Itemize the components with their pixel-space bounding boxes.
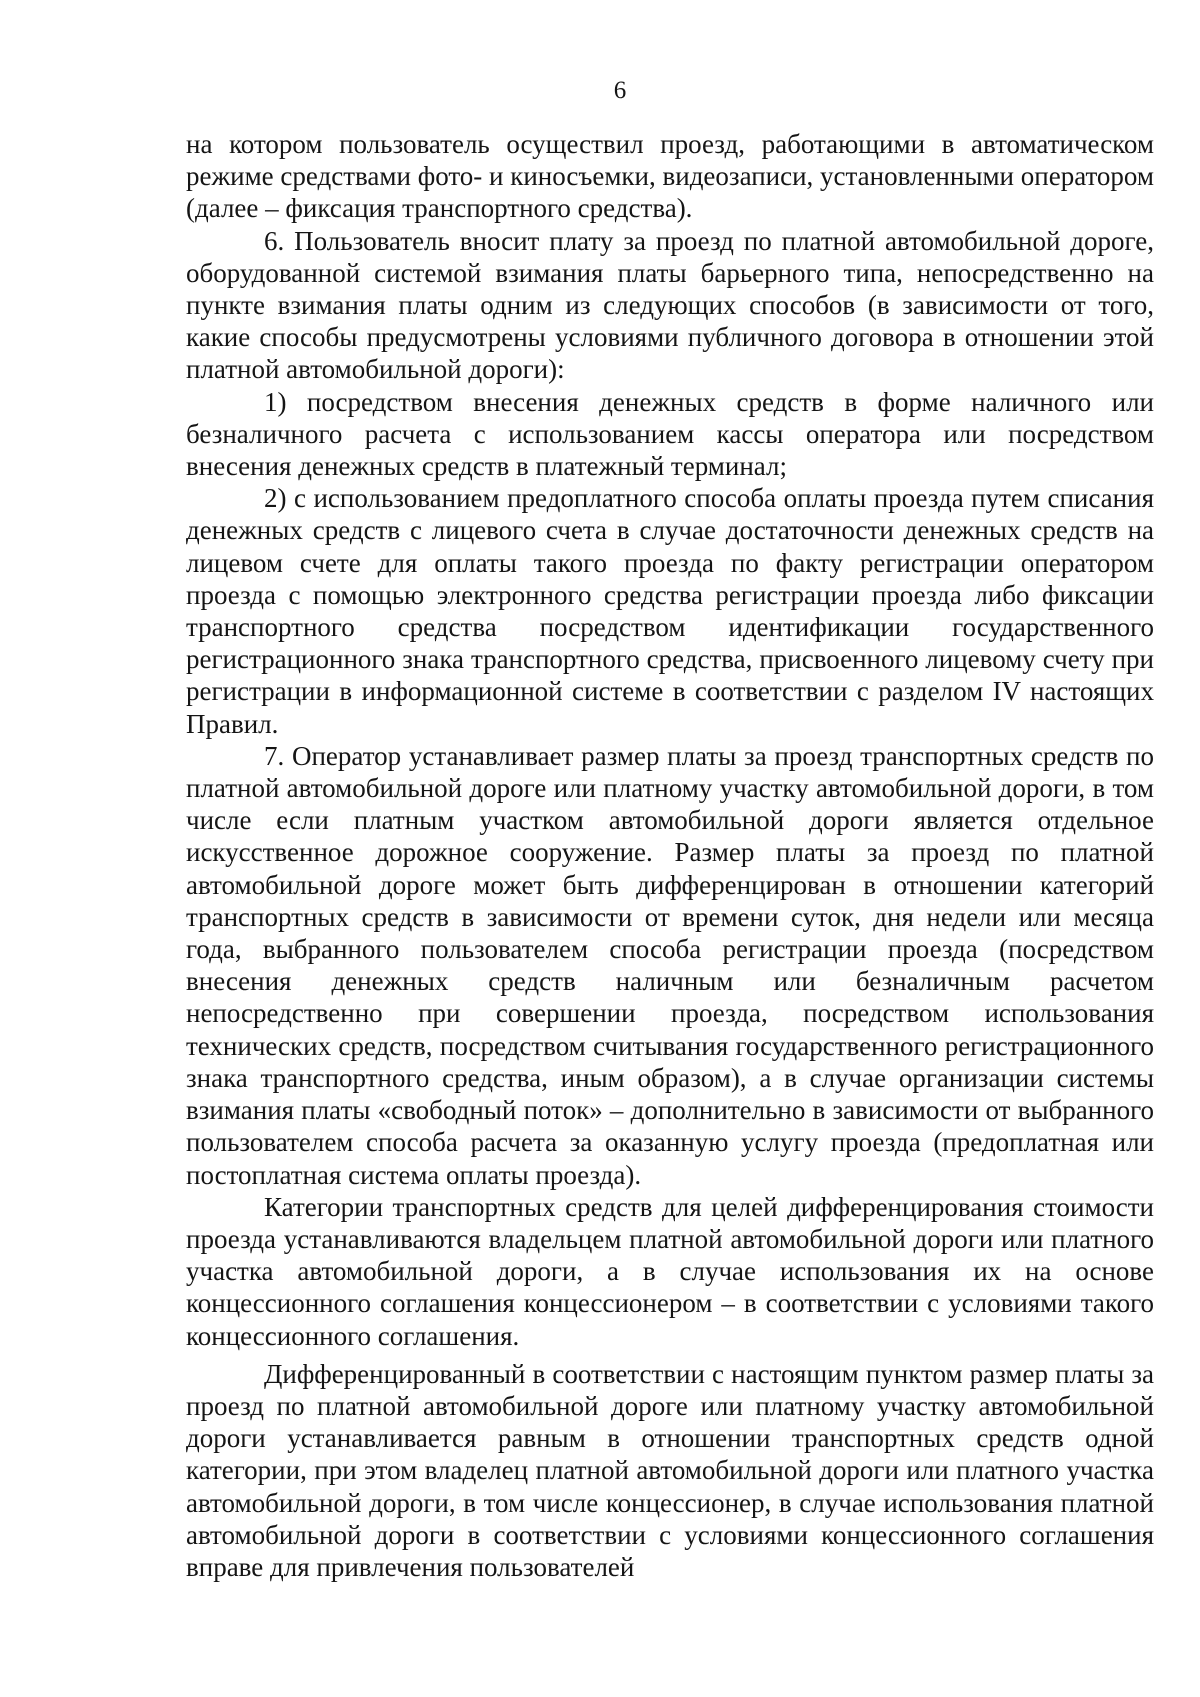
page-number: 6 <box>613 77 627 104</box>
paragraph-differentiated-fee: Дифференцированный в соответствии с настоящим пунктом размер платы за проезд по платной автомобильной дороге или платному участку автомобильной дороги устанавливается равным в отношении транспортных средств одной категории, при этом владелец платной автомобильной дороги или платного участка автомобильной дороги, в том числе концессионер, в случае использования платной автомобильной дороги в соответствии с условиями концессионного соглашения вправе для привлечения пользователей <box>186 1358 1154 1582</box>
paragraph-continuation: на котором пользователь осуществил проезд, работающими в автоматическом режиме средствами фото- и киносъемки, видеозаписи, установленными оператором (далее – фиксация транспортного средства). <box>186 129 1154 224</box>
paragraph-subitem-2: 2) с использованием предоплатного способа оплаты проезда путем списания денежных средств с лицевого счета в случае достаточности денежных средств на лицевом счете для оплаты такого проезда по факту регистрации оператором проезда с помощью электронного средства регистрации проезда либо фиксации транспортного средства посредством идентификации государственного регистрационного знака транспортного средства, присвоенного лицевому счету при регистрации в информационной системе в соответствии с разделом IV настоящих Правил. <box>186 483 1154 739</box>
paragraph-item-7: 7. Оператор устанавливает размер платы за проезд транспортных средств по платной автомобильной дороге или платному участку автомобильной дороги, в том числе если платным участком автомобильной дороги является отдельное искусственное дорожное сооружение. Размер платы за проезд по платной автомобильной дороге может быть дифференцирован в отношении категорий транспортных средств в зависимости от времени суток, дня недели или месяца года, выбранного пользователем способа регистрации проезда (посредством внесения денежных средств наличным или безналичным расчетом непосредственно при совершении проезда, посредством использования технических средств, посредством считывания государственного регистрационного знака транспортного средства, иным образом), а в случае организации системы взимания платы «свободный поток» – дополнительно в зависимости от выбранного пользователем способа расчета за оказанную услугу проезда (предоплатная или постоплатная система оплаты проезда). <box>186 740 1154 1190</box>
paragraph-item-6: 6. Пользователь вносит плату за проезд по платной автомобильной дороге, оборудованной системой взимания платы барьерного типа, непосредственно на пункте взимания платы одним из следующих способов (в зависимости от того, какие способы предусмотрены условиями публичного договора в отношении этой платной автомобильной дороги): <box>186 225 1154 385</box>
paragraph-subitem-1: 1) посредством внесения денежных средств в форме наличного или безналичного расчета с использованием кассы оператора или посредством внесения денежных средств в платежный терминал; <box>186 386 1154 482</box>
document-body <box>186 128 1154 1583</box>
paragraph-vehicle-categories: Категории транспортных средств для целей дифференцирования стоимости проезда устанавливаются владельцем платной автомобильной дороги или платного участка автомобильной дороги, а в случае использования их на основе концессионного соглашения концессионером – в соответствии с условиями такого концессионного соглашения. <box>186 1191 1154 1351</box>
